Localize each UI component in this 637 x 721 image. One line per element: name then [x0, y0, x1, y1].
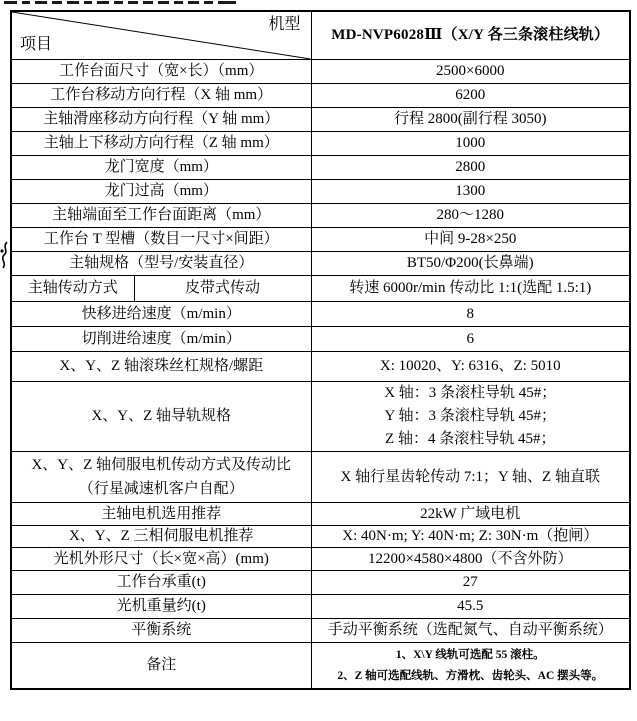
row-value: 8: [311, 302, 630, 327]
row-label: 光机重量约(t): [11, 595, 311, 619]
row-value: 45.5: [311, 595, 630, 619]
drive-row-value: 转速 6000r/min 传动比 1:1(选配 1.5:1): [311, 276, 630, 302]
row-value: 中间 9-28×250: [311, 228, 630, 252]
row-label: 主轴滑座移动方向行程（Y 轴 mm）: [11, 108, 311, 132]
table-row: [11, 132, 630, 156]
row-value: 280～1280: [311, 204, 630, 228]
row-label: 平衡系统: [11, 619, 311, 643]
row-label: 光机外形尺寸（长×宽×高）(mm): [11, 548, 311, 571]
table-row: [11, 84, 630, 108]
table-header-row: [11, 11, 630, 60]
guide-rail-line-x: X 轴：3 条滚柱导轨 45#；: [384, 385, 557, 401]
row-value: 1300: [311, 180, 630, 204]
row-label: 主轴端面至工作台面距离（mm）: [11, 204, 311, 228]
row-label: 龙门过高（mm）: [11, 180, 311, 204]
guide-rail-row: [11, 382, 630, 452]
margin-artifact-mark: [0, 241, 10, 269]
row-label: 切削进给速度（m/min）: [11, 327, 311, 352]
row-value: 6200: [311, 84, 630, 108]
table-row: [11, 156, 630, 180]
remarks-values: [311, 643, 630, 690]
remarks-row: [11, 643, 630, 690]
table-row: [11, 619, 630, 643]
servo-transmission-row: [11, 452, 630, 503]
diagonal-divider-line: [12, 12, 311, 59]
table-row: [11, 108, 630, 132]
row-label: 备注: [11, 643, 311, 690]
row-label: 快移进给速度（m/min）: [11, 302, 311, 327]
guide-rail-line-z: Z 轴：4 条滚柱导轨 45#；: [385, 431, 556, 447]
table-row: [11, 327, 630, 352]
row-value: 6: [311, 327, 630, 352]
servo-label-line1: X、Y、Z 轴伺服电机传动方式及传动比: [31, 457, 292, 473]
row-value: X: 40N·m; Y: 40N·m; Z: 30N·m（抱闸）: [311, 526, 630, 548]
clipped-text-remnant: [4, 0, 244, 6]
row-label: 主轴上下移动方向行程（Z 轴 mm）: [11, 132, 311, 156]
drive-row-label-left: 主轴传动方式: [11, 276, 134, 302]
remark-line-2: 2、Z 轴可选配线轨、方滑枕、齿轮头、AC 摆头等。: [337, 669, 604, 682]
guide-rail-values: [311, 382, 630, 452]
row-label: 龙门宽度（mm）: [11, 156, 311, 180]
table-row: [11, 60, 630, 84]
servo-label-line2: （行星减速机客户自配）: [78, 481, 244, 497]
servo-row-value: X 轴行星齿轮传动 7:1；Y 轴、Z 轴直联: [311, 452, 630, 503]
guide-rail-line-y: Y 轴：3 条滚柱导轨 45#；: [384, 408, 557, 424]
machine-spec-table: [10, 10, 631, 690]
model-title: MD-NVP6028Ⅲ（X/Y 各三条滚柱线轨）: [311, 11, 630, 60]
row-value: 22kW 广域电机: [311, 503, 630, 526]
spindle-drive-row: [11, 276, 630, 302]
row-value: 2500×6000: [311, 60, 630, 84]
table-row: [11, 252, 630, 276]
table-row: [11, 571, 630, 595]
remark-line-1: 1、X\Y 线轨可选配 55 滚柱。: [395, 648, 545, 661]
diagonal-header-cell: [11, 11, 311, 60]
header-item-label: 项目: [20, 36, 53, 53]
row-label: 主轴电机选用推荐: [11, 503, 311, 526]
row-label: X、Y、Z 轴滚珠丝杠规格/螺距: [11, 352, 311, 382]
row-value: X: 10020、Y: 6316、Z: 5010: [311, 352, 630, 382]
table-row: [11, 180, 630, 204]
row-label: 工作台移动方向行程（X 轴 mm）: [11, 84, 311, 108]
row-label: X、Y、Z 轴导轨规格: [11, 382, 311, 452]
table-row: [11, 204, 630, 228]
row-value: 27: [311, 571, 630, 595]
row-label: 主轴规格（型号/安装直径）: [11, 252, 311, 276]
table-row: [11, 302, 630, 327]
row-value: 12200×4580×4800（不含外防）: [311, 548, 630, 571]
row-value: 行程 2800(副行程 3050): [311, 108, 630, 132]
row-label: X、Y、Z 三相伺服电机推荐: [11, 526, 311, 548]
table-row: [11, 352, 630, 382]
table-row: [11, 526, 630, 548]
row-value: 手动平衡系统（选配氮气、自动平衡系统）: [311, 619, 630, 643]
table-row: [11, 548, 630, 571]
servo-row-label: [11, 452, 311, 503]
table-row: [11, 228, 630, 252]
row-value: 1000: [311, 132, 630, 156]
row-label: 工作台面尺寸（宽×长）（mm）: [11, 60, 311, 84]
table-row: [11, 503, 630, 526]
row-label: 工作台承重(t): [11, 571, 311, 595]
row-value: BT50/Φ200(长鼻端): [311, 252, 630, 276]
header-machine-type-label: 机型: [268, 16, 301, 33]
table-row: [11, 595, 630, 619]
drive-row-label-right: 皮带式传动: [134, 276, 311, 302]
row-value: 2800: [311, 156, 630, 180]
row-label: 工作台 T 型槽（数目一尺寸×间距）: [11, 228, 311, 252]
